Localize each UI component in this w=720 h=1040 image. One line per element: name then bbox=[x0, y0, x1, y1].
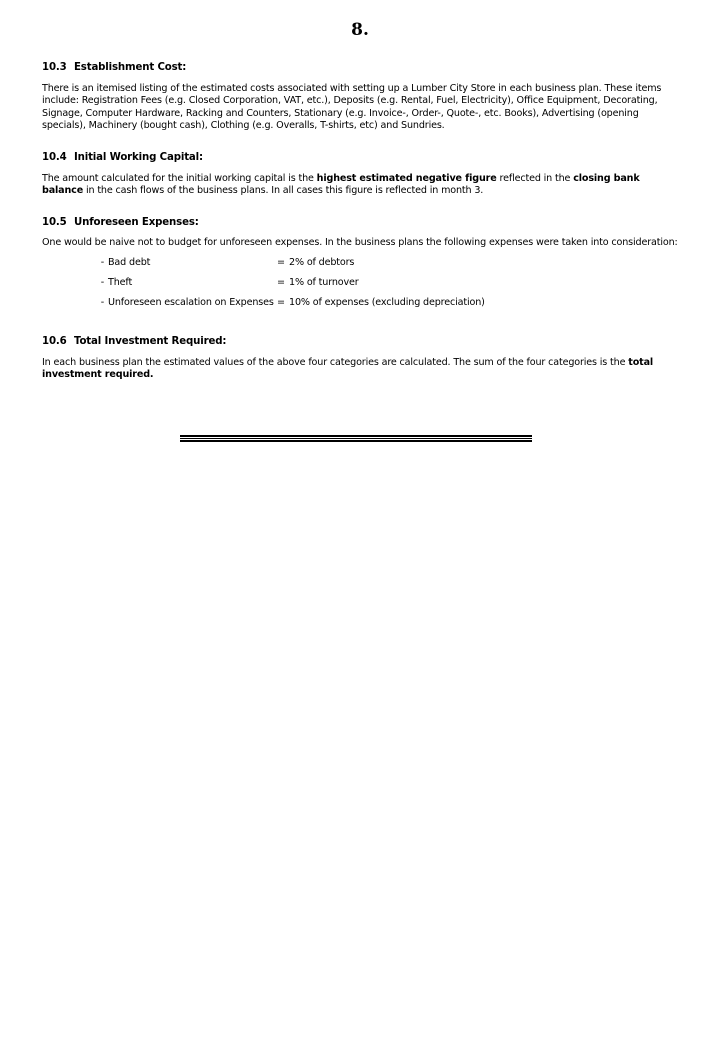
paragraph-text: There is an itemised listing of the estimated costs associated with setting up a Lumber City Store in each business plan. These items include: Registration Fees (e.g. Closed Corporation, VAT, etc.), Deposits (e.g. Rental, Fuel, Electricity), Office Equipment, Decorating, Signage, Computer Hardware, Racking and Counters, Stationary (e.g. Invoice-, Order-, Quote-, etc. Books), Advertising (opening specials), Machinery (bought cash), Clothing (e.g. Overalls, T-shirts, etc) and Sundries. bbox=[42, 82, 662, 132]
expense-list bbox=[42, 257, 682, 317]
equals-sign: = bbox=[277, 276, 285, 288]
section-heading bbox=[42, 152, 682, 165]
section-paragraph bbox=[42, 83, 682, 133]
list-item bbox=[42, 257, 682, 277]
emphasis-text: total investment required. bbox=[42, 356, 654, 381]
section-heading bbox=[42, 336, 682, 349]
list-item-value: 2% of debtors bbox=[289, 256, 355, 268]
list-item bbox=[42, 277, 682, 297]
section-heading bbox=[42, 62, 682, 75]
section-total-investment bbox=[42, 336, 682, 382]
document-body bbox=[42, 62, 682, 401]
equals-sign: = bbox=[277, 256, 285, 268]
section-heading bbox=[42, 217, 682, 230]
footer-divider bbox=[180, 435, 532, 442]
list-item-value: 1% of turnover bbox=[289, 276, 359, 288]
list-dash: - bbox=[100, 296, 104, 308]
section-title: Establishment Cost: bbox=[74, 62, 187, 73]
paragraph-text: reflected in the bbox=[496, 172, 574, 184]
list-item-value: 10% of expenses (excluding depreciation) bbox=[289, 296, 485, 308]
emphasis-text: highest estimated negative figure bbox=[316, 172, 497, 184]
section-establishment-cost bbox=[42, 62, 682, 133]
paragraph-text: The amount calculated for the initial working capital is the bbox=[42, 172, 317, 184]
paragraph-text: In each business plan the estimated values of the above four categories are calculated. The sum of the four categories is the bbox=[42, 356, 629, 368]
list-item bbox=[42, 297, 682, 317]
list-item-label: Unforeseen escalation on Expenses bbox=[108, 296, 274, 308]
section-title: Initial Working Capital: bbox=[74, 151, 203, 163]
list-dash: - bbox=[100, 256, 104, 268]
divider-line bbox=[180, 440, 532, 442]
paragraph-text: One would be naive not to budget for unforeseen expenses. In the business plans the following expenses were taken into consideration: bbox=[42, 237, 678, 249]
section-number: 10.5 bbox=[42, 216, 67, 228]
section-unforeseen-expenses bbox=[42, 217, 682, 317]
section-paragraph bbox=[42, 357, 682, 382]
equals-sign: = bbox=[277, 296, 285, 308]
section-number: 10.6 bbox=[42, 335, 67, 347]
page-number: 8. bbox=[351, 20, 369, 40]
list-dash: - bbox=[100, 276, 104, 288]
section-title: Total Investment Required: bbox=[74, 335, 227, 347]
list-item-label: Bad debt bbox=[108, 256, 151, 268]
list-item-label: Theft bbox=[108, 276, 133, 288]
section-number: 10.4 bbox=[42, 151, 67, 163]
section-paragraph bbox=[42, 237, 682, 250]
paragraph-text: in the cash flows of the business plans. In all cases this figure is reflected in month 3. bbox=[83, 185, 484, 197]
section-initial-working-capital bbox=[42, 152, 682, 198]
section-number: 10.3 bbox=[42, 62, 67, 73]
section-title: Unforeseen Expenses: bbox=[74, 216, 199, 228]
section-paragraph bbox=[42, 173, 682, 198]
emphasis-text: closing bank balance bbox=[42, 172, 640, 197]
